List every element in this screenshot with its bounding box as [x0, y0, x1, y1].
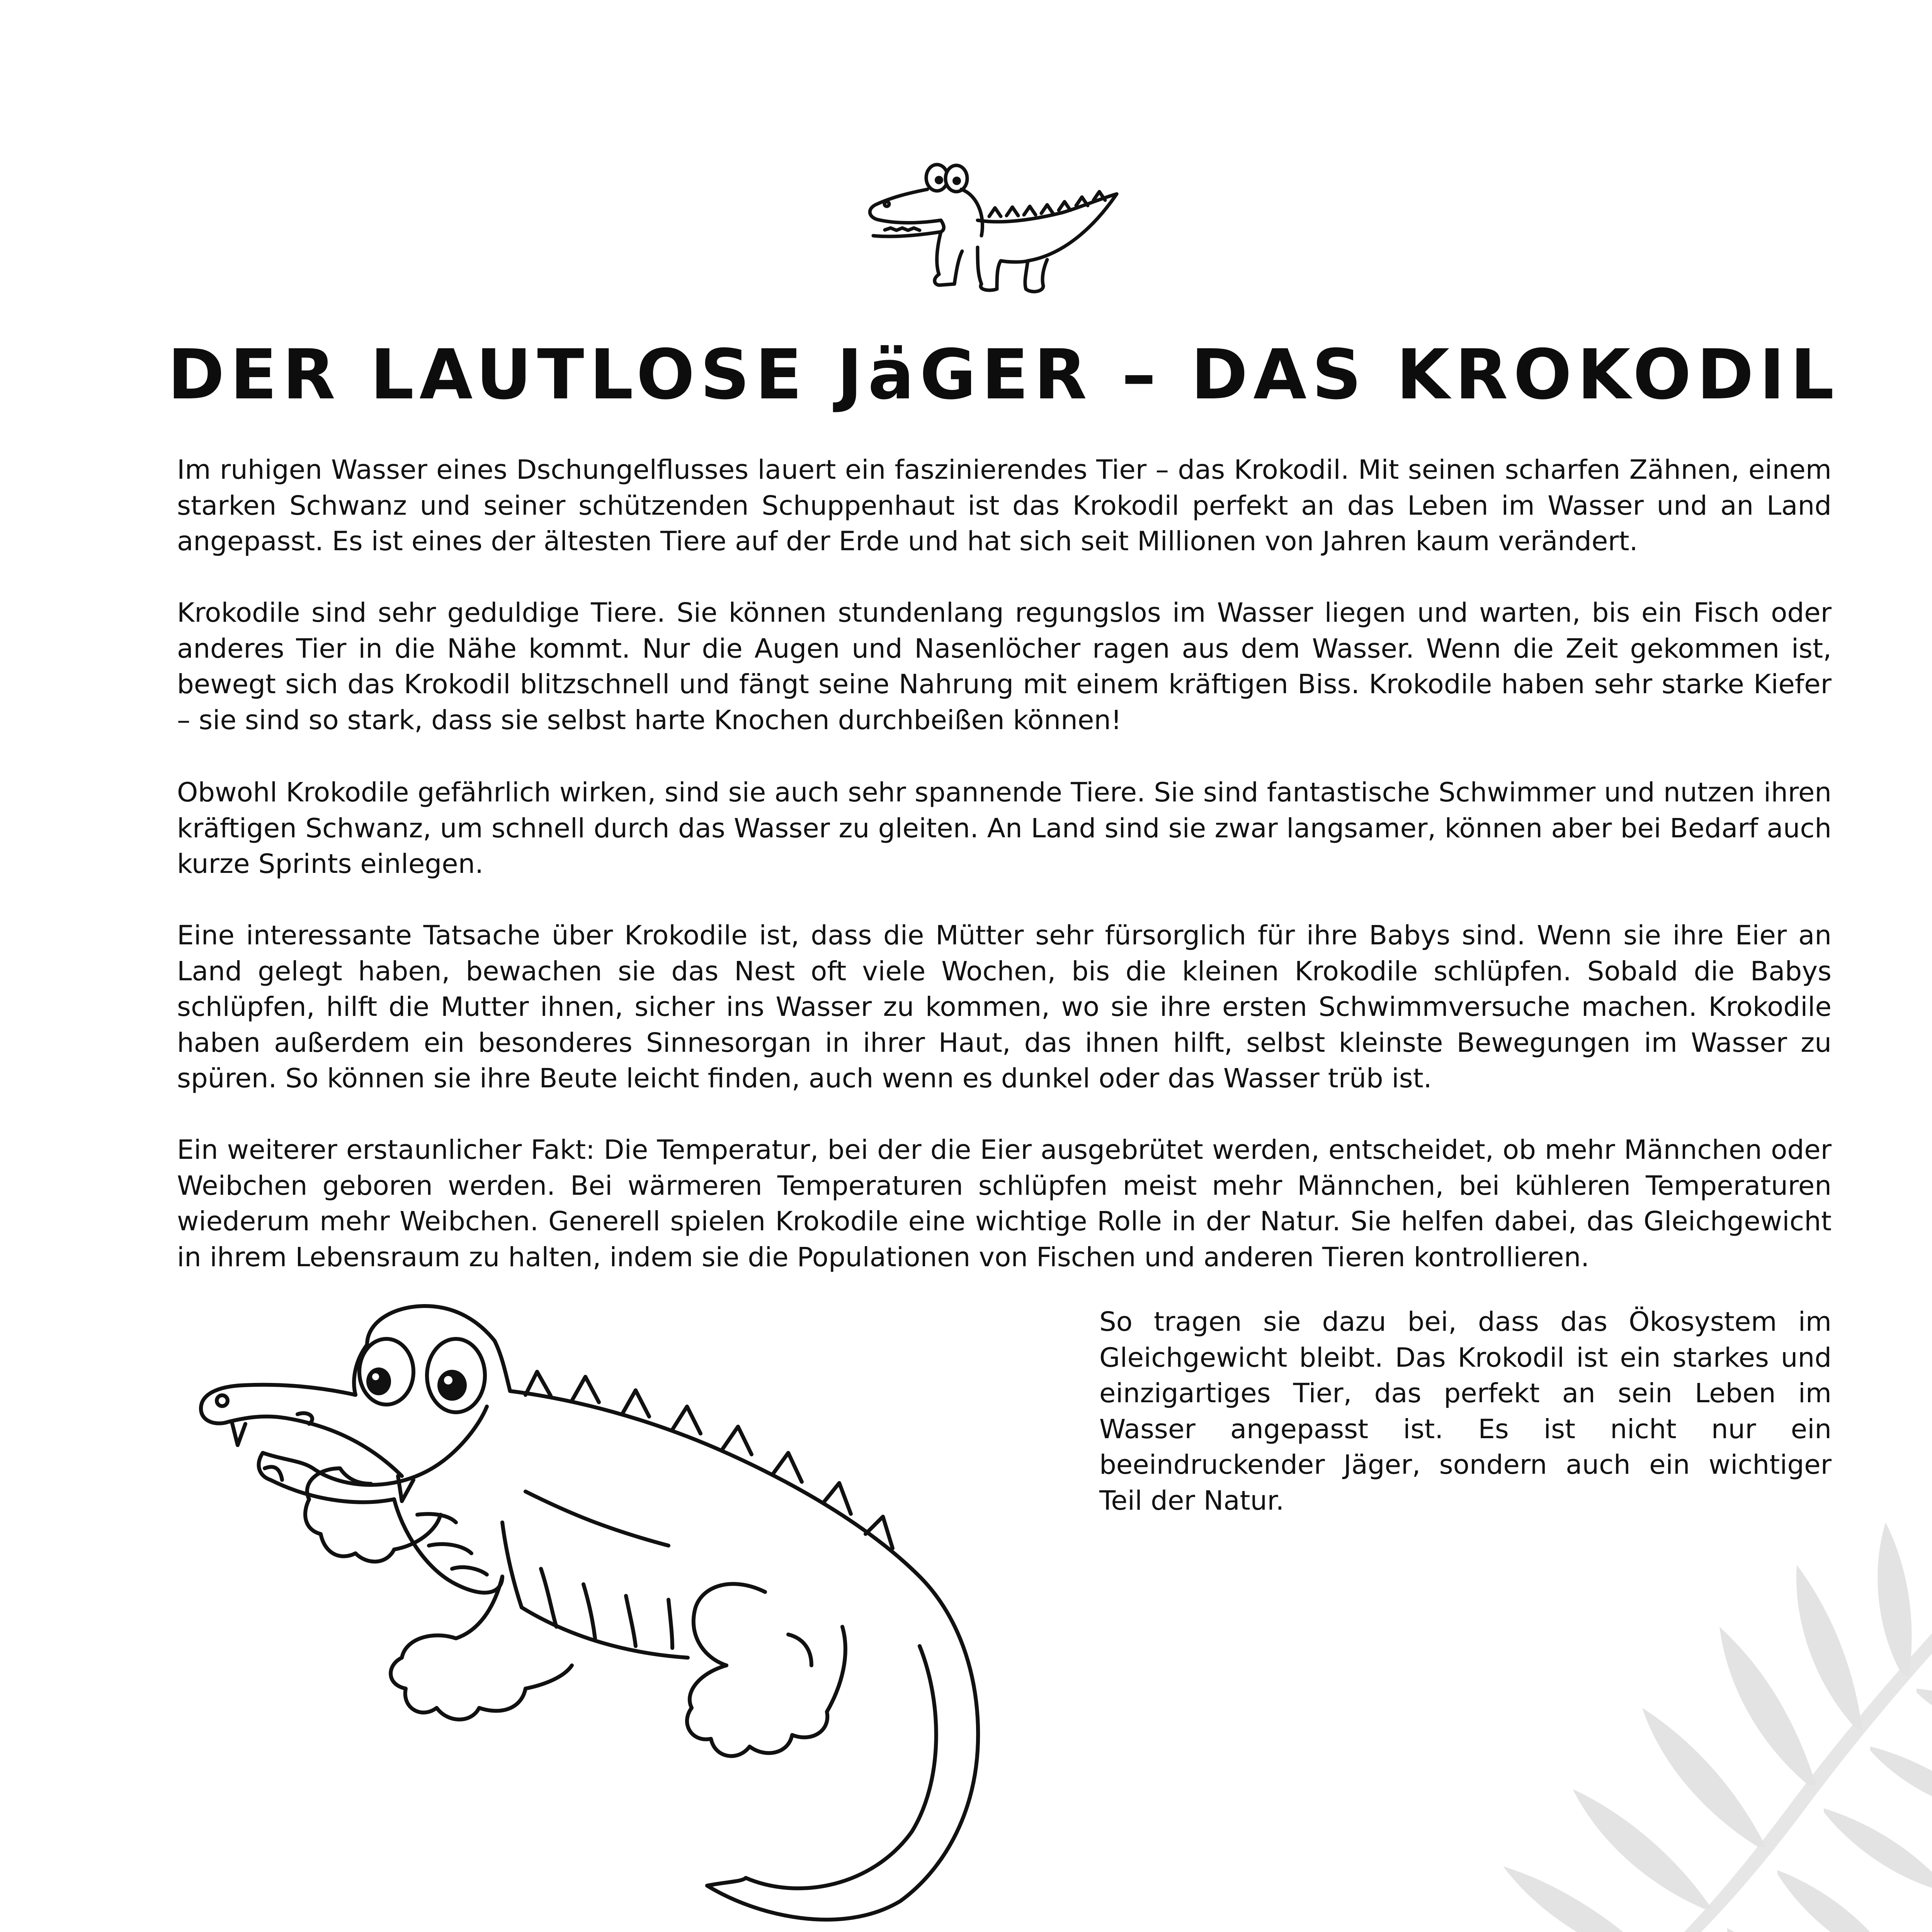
page-title: DER LAUTLOSE JäGER – DAS KROKODIL: [167, 335, 1840, 415]
paragraph-1: Im ruhigen Wasser eines Dschungelflusses lauert ein faszinierendes Tier – das Krokodil. Mit seinen scharfen Zähnen, einem starken Schwanz und seiner schützenden Schuppenhaut ist das Krokodil perfekt an das Leben im Wasser und an Land angepasst. Es ist eines der ältesten Tiere auf der Erde und hat sich seit Millionen von Jahren kaum verändert.: [177, 454, 1832, 557]
small-crocodile-icon: [862, 158, 1132, 313]
paragraph-2: Krokodile sind sehr geduldige Tiere. Sie können stundenlang regungslos im Wasser liegen und warten, bis ein Fisch oder anderes Tier in die Nähe kommt. Nur die Augen und Nasenlöcher ragen aus dem Wasser. Wenn die Zeit gekommen ist, bewegt sich das Krokodil blitzschnell und fängt seine Nahrung mit einem kräftigen Biss. Krokodile haben sehr starke Kiefer – sie sind so stark, dass sie selbst harte Knochen durchbeißen können!: [177, 597, 1832, 736]
crocodile-illustration: [185, 1298, 1070, 1932]
palm-leaf-decoration: [1283, 1507, 1932, 1932]
paragraph-6: So tragen sie dazu bei, dass das Ökosystem im Gleichgewicht bleibt. Das Krokodil ist ein starkes und einzigartiges Tier, das perfekt an sein Leben im Wasser angepasst ist. Es ist nicht nur ein beeindruckender Jäger, sondern auch ein wichtiger Teil der Natur.: [1099, 1306, 1832, 1516]
paragraph-5: Ein weiterer erstaunlicher Fakt: Die Temperatur, bei der die Eier ausgebrütet werden, entscheidet, ob mehr Männchen oder Weibchen geboren werden. Bei wärmeren Temperaturen schlüpfen meist mehr Männchen, bei kühleren Temperaturen wiederum mehr Weibchen. Generell spielen Krokodile eine wichtige Rolle in der Natur. Sie helfen dabei, das Gleichgewicht in ihrem Lebensraum zu halten, indem sie die Populationen von Fischen und anderen Tieren kontrollieren.: [177, 1134, 1832, 1273]
paragraph-4: Eine interessante Tatsache über Krokodile ist, dass die Mütter sehr fürsorglich für ihre Babys sind. Wenn sie ihre Eier an Land gelegt haben, bewachen sie das Nest oft viele Wochen, bis die kleinen Krokodile schlüpfen. Sobald die Babys schlüpfen, hilft die Mutter ihnen, sicher ins Wasser zu kommen, wo sie ihre ersten Schwimmversuche machen. Krokodile haben außerdem ein besonderes Sinnesorgan in ihrer Haut, das ihnen hilft, selbst kleinste Bewegungen im Wasser zu spüren. So können sie ihre Beute leicht finden, auch wenn es dunkel oder das Wasser trüb ist.: [177, 920, 1832, 1094]
paragraph-3: Obwohl Krokodile gefährlich wirken, sind sie auch sehr spannende Tiere. Sie sind fantastische Schwimmer und nutzen ihren kräftigen Schwanz, um schnell durch das Wasser zu gleiten. An Land sind sie zwar langsamer, können aber bei Bedarf auch kurze Sprints einlegen.: [177, 777, 1832, 879]
